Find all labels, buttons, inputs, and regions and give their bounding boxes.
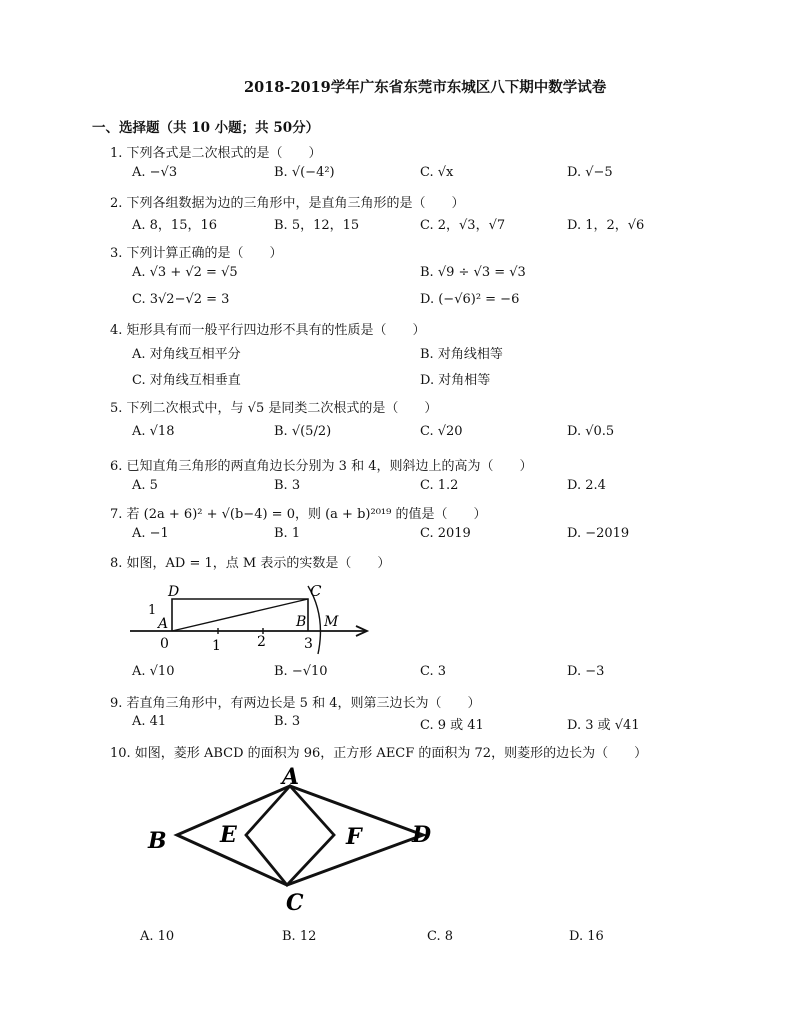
q8-option-d: D. −3 (567, 664, 605, 679)
label-f: F (346, 824, 362, 850)
label-e: E (220, 822, 237, 848)
q1-option-a: A. −√3 (132, 165, 178, 180)
question-10-stem: 10. 如图，菱形 ABCD 的面积为 96，正方形 AECF 的面积为 72，则菱形的边长为（ ） (110, 746, 648, 761)
q9-option-d: D. 3 或 √41 (567, 718, 640, 733)
label-3: 3 (304, 636, 313, 652)
question-8-stem: 8. 如图，AD = 1，点 M 表示的实数是（ ） (110, 556, 391, 571)
q4-option-d: D. 对角相等 (420, 373, 491, 388)
q2-option-b: B. 5，12，15 (274, 218, 360, 233)
q2-option-d: D. 1，2，√6 (567, 218, 645, 233)
q4-option-c: C. 对角线互相垂直 (132, 373, 241, 388)
label-0: 0 (160, 636, 169, 652)
label-2: 2 (257, 634, 266, 650)
q3-option-c: C. 3√2−√2 = 3 (132, 292, 230, 307)
q2-option-a: A. 8，15，16 (132, 218, 218, 233)
number-line-figure (120, 576, 380, 656)
section-heading: 一、选择题（共 10 小题；共 50分） (92, 120, 320, 136)
q5-option-c: C. √20 (420, 424, 463, 439)
q4-option-b: B. 对角线相等 (420, 347, 503, 362)
label-1: 1 (212, 638, 221, 654)
q8-option-b: B. −√10 (274, 664, 328, 679)
label-a: A (158, 616, 169, 632)
q10-option-c: C. 8 (427, 929, 454, 944)
q7-option-d: D. −2019 (567, 526, 630, 541)
question-6-stem: 6. 已知直角三角形的两直角边长分别为 3 和 4，则斜边上的高为（ ） (110, 459, 533, 474)
question-9-stem: 9. 若直角三角形中，有两边长是 5 和 4，则第三边长为（ ） (110, 696, 481, 711)
label-a: A (282, 764, 300, 790)
q3-option-a: A. √3 + √2 = √5 (132, 265, 238, 280)
q7-option-b: B. 1 (274, 526, 301, 541)
q8-option-c: C. 3 (420, 664, 447, 679)
question-4-stem: 4. 矩形具有而一般平行四边形不具有的性质是（ ） (110, 323, 426, 338)
q6-option-b: B. 3 (274, 478, 301, 493)
label-b: B (148, 828, 167, 854)
q1-option-c: C. √x (420, 165, 454, 180)
q6-option-c: C. 1.2 (420, 478, 459, 493)
q6-option-a: A. 5 (132, 478, 158, 493)
q5-option-d: D. √0.5 (567, 424, 615, 439)
rhombus-figure (140, 762, 440, 916)
q7-option-a: A. −1 (132, 526, 169, 541)
q1-option-b: B. √(−4²) (274, 165, 335, 180)
q10-option-b: B. 12 (282, 929, 317, 944)
question-7-stem: 7. 若 (2a + 6)² + √(b−4) = 0，则 (a + b)²⁰¹⁹ 的值是（ ） (110, 507, 487, 522)
q2-option-c: C. 2，√3，√7 (420, 218, 506, 233)
label-side-1: 1 (148, 603, 157, 618)
q6-option-d: D. 2.4 (567, 478, 606, 493)
page-title: 2018-2019学年广东省东莞市东城区八下期中数学试卷 (244, 79, 607, 96)
question-5-stem: 5. 下列二次根式中，与 √5 是同类二次根式的是（ ） (110, 401, 438, 416)
question-2-stem: 2. 下列各组数据为边的三角形中，是直角三角形的是（ ） (110, 196, 465, 211)
label-d: D (412, 822, 432, 848)
q5-option-a: A. √18 (132, 424, 175, 439)
q5-option-b: B. √(5/2) (274, 424, 332, 439)
q9-option-b: B. 3 (274, 714, 301, 729)
label-d: D (168, 584, 180, 600)
question-3-stem: 3. 下列计算正确的是（ ） (110, 246, 283, 261)
label-c: C (310, 582, 322, 600)
question-1-stem: 1. 下列各式是二次根式的是（ ） (110, 146, 322, 161)
q3-option-b: B. √9 ÷ √3 = √3 (420, 265, 526, 280)
q4-option-a: A. 对角线互相平分 (132, 347, 241, 362)
q3-option-d: D. (−√6)² = −6 (420, 292, 520, 307)
q10-option-d: D. 16 (569, 929, 604, 944)
q1-option-d: D. √−5 (567, 165, 613, 180)
label-m: M (324, 614, 339, 630)
q8-option-a: A. √10 (132, 664, 175, 679)
label-c: C (286, 890, 304, 916)
diagonal-ac (172, 599, 308, 631)
q9-option-a: A. 41 (132, 714, 167, 729)
q10-option-a: A. 10 (140, 929, 175, 944)
label-b: B (296, 614, 307, 630)
q7-option-c: C. 2019 (420, 526, 471, 541)
q9-option-c: C. 9 或 41 (420, 718, 484, 733)
